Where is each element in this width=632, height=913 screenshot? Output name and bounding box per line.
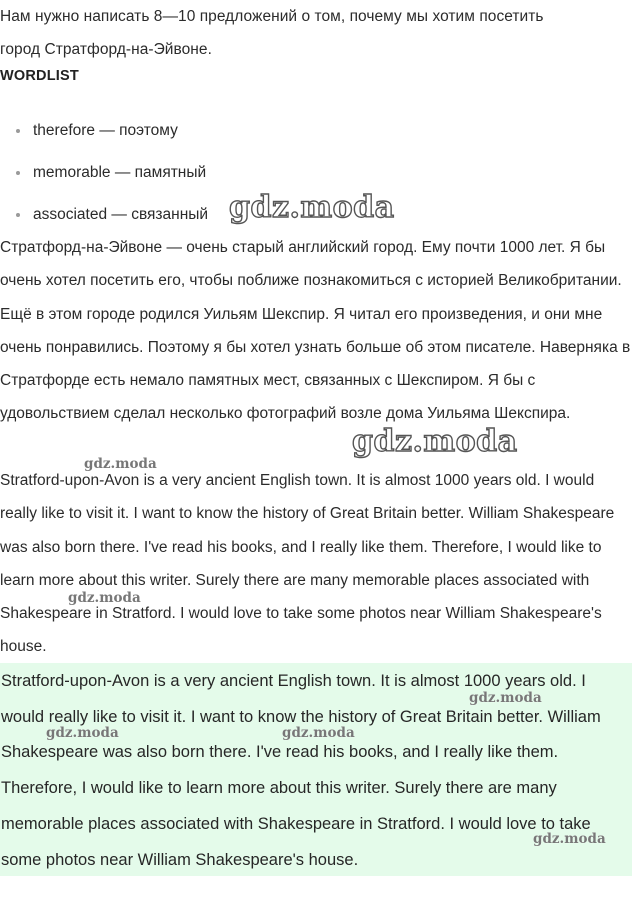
english-answer bbox=[0, 464, 632, 664]
watermark-logo: gdz.moda bbox=[68, 590, 141, 606]
watermark-logo: gdz.moda bbox=[46, 725, 119, 741]
wordlist-item-text: therefore — поэтому bbox=[33, 122, 178, 139]
highlighted-answer-box bbox=[0, 663, 632, 876]
wordlist-item-text: associated — связанный bbox=[33, 206, 209, 223]
watermark-logo: gdz.moda bbox=[533, 831, 606, 847]
wordlist-heading: WORDLIST bbox=[0, 68, 79, 84]
bullet-icon bbox=[16, 171, 20, 175]
bullet-icon bbox=[16, 213, 20, 217]
highlighted-answer-text: Stratford-upon-Avon is a very ancient English town. It is almost 1000 years old. I would really like to visit it. I want to know the history of Great Britain better. William Shakespeare was also born there. I've read his books, and I really like them. Therefore, I would like to learn more about this writer. Surely there are many memorable places associated with Shakespeare in Stratford. I would love to take some photos near William Shakespeare's house. bbox=[1, 672, 601, 869]
english-answer-text: Stratford-upon-Avon is a very ancient English town. It is almost 1000 years old. I would really like to visit it. I want to know the history of Great Britain better. William Shakespeare was also born there. I've read his books, and I really like them. Therefore, I would like to learn more about this writer. Surely there are many memorable places associated with Shakespeare in Stratford. I would love to take some photos near William Shakespeare's house. bbox=[0, 472, 615, 656]
intro-line-2: город Стратфорд-на-Эйвоне. bbox=[0, 41, 212, 58]
watermark-logo: gdz.moda bbox=[282, 725, 355, 741]
watermark-logo: gdz.moda bbox=[352, 424, 518, 459]
watermark-logo: gdz.moda bbox=[229, 190, 395, 225]
watermark-logo: gdz.moda bbox=[469, 690, 542, 706]
russian-answer bbox=[0, 231, 632, 431]
wordlist-item-text: memorable — памятный bbox=[33, 164, 207, 181]
wordlist bbox=[0, 112, 208, 238]
bullet-icon bbox=[16, 129, 20, 133]
wordlist-item bbox=[0, 154, 208, 196]
wordlist-item bbox=[0, 112, 208, 154]
watermark-logo: gdz.moda bbox=[84, 456, 157, 472]
russian-answer-text: Стратфорд-на-Эйвоне — очень старый английский город. Ему почти 1000 лет. Я бы очень хотел посетить его, чтобы поближе познакомиться с историей Великобритании. Ещё в этом городе родился Уильям Шекспир. Я читал его произведения, и они мне очень понравились. Поэтому я бы хотел узнать больше об этом писателе. Наверняка в Стратфорде есть немало памятных мест, связанных с Шекспиром. Я бы с удовольствием сделал несколько фотографий возле дома Уильяма Шекспира. bbox=[0, 239, 631, 423]
intro-line-1: Нам нужно написать 8—10 предложений о том, почему мы хотим посетить bbox=[0, 8, 544, 25]
